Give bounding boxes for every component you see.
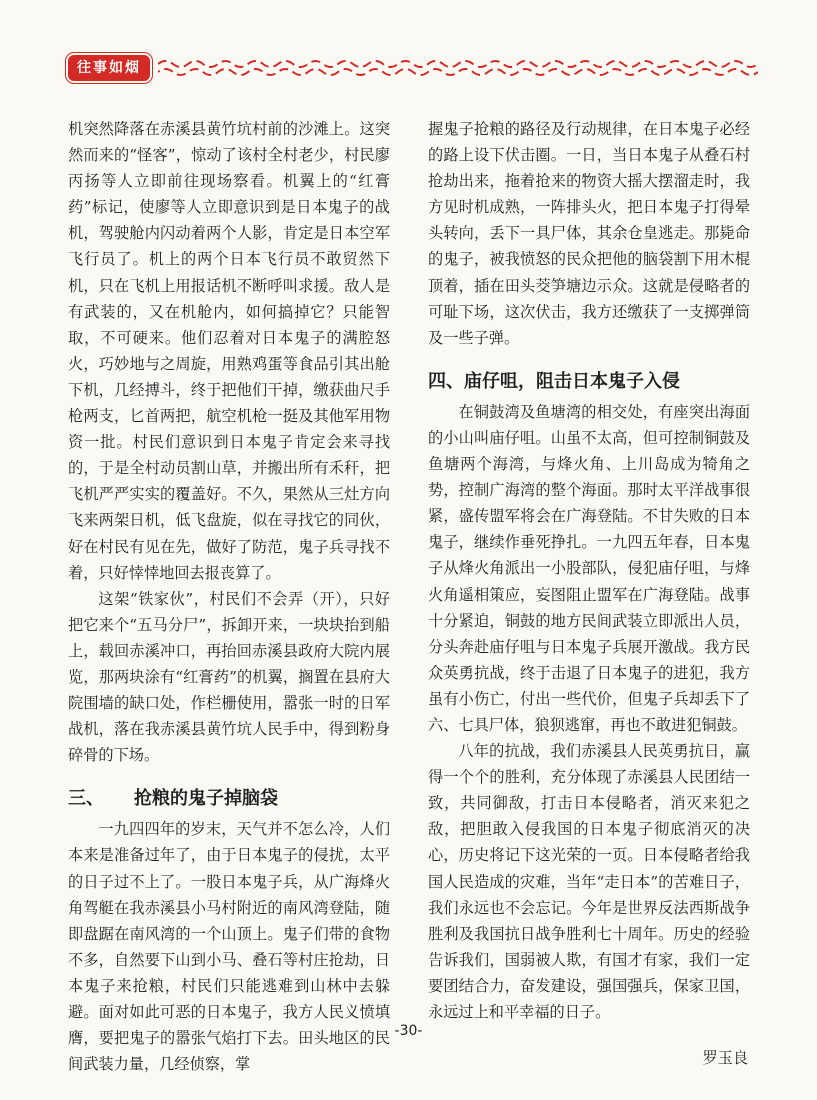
page-number: -30- bbox=[394, 1023, 423, 1039]
section-number: 三、 bbox=[68, 788, 104, 810]
paragraph: 一九四四年的岁末，天气并不怎么冷，人们本来是准备过年了，由于日本鬼子的侵扰，太平的日子过不上了。一股日本鬼子兵，从广海烽火角驾艇在我赤溪县小马村附近的南风湾登陆，随即盘踞在南风湾的一个山顶上。鬼子们带的食物不多，自然要下山到小马、叠石等村庄抢劫，日本鬼子来抢粮，村民们只能逃难到山林中去躲避。面对如此可恶的日本鬼子，我方人民义愤填膺，要把鬼子的嚣张气焰打下去。田头地区的民间武装力量，几经侦察，掌 bbox=[68, 820, 390, 1074]
section-heading bbox=[68, 786, 390, 812]
paragraph: 这架“铁家伙”，村民们不会弄（开），只好把它来个“五马分尸”，拆卸开来，一块块抬到船上，载回赤溪冲口，再抬回赤溪县政府大院内展览，那两块涂有“红膏药”的机翼，搁置在县府大院围墙的缺口处，作栏栅使用，嚣张一时的日军战机，落在我赤溪县黄竹坑人民手中，得到粉身碎骨的下场。 bbox=[68, 589, 390, 765]
left-column bbox=[68, 116, 390, 1077]
right-column bbox=[428, 116, 750, 1071]
paragraph: 在铜鼓湾及鱼塘湾的相交处，有座突出海面的小山叫庙仔咀。山虽不太高，但可控制铜鼓及鱼塘两个海湾，与烽火角、上川岛成为犄角之势，控制广海湾的整个海面。那时太平洋战事很紧，盛传盟军将会在广海登陆。不甘失败的日本鬼子，继续作垂死挣扎。一九四五年春，日本鬼子从烽火角派出一小股部队，侵犯庙仔咀，与烽火角遥相策应，妄图阻止盟军在广海登陆。战事十分紧迫，铜鼓的地方民间武装立即派出人员，分头奔赴庙仔咀与日本鬼子兵展开激战。我方民众英勇抗战，终于击退了日本鬼子的进犯，我方虽有小伤亡，付出一些代价，但鬼子兵却丢下了六、七具尸体，狼狈逃窜，再也不敢进犯铜鼓。 bbox=[428, 402, 750, 734]
paragraph: 八年的抗战，我们赤溪县人民英勇抗日，赢得一个个的胜利，充分体现了赤溪县人民团结一致，共同御敌，打击日本侵略者，消灭来犯之敌，把胆敢入侵我国的日本鬼子彻底消灭的决心，历史将记下这光荣的一页。日本侵略者给我国人民造成的灾难，当年“走日本”的苦难日子，我们永远也不会忘记。今年是世界反法西斯战争胜利及我国抗日战争胜利七十周年。历史的经验告诉我们，国弱被人欺，有国才有家，我们一定要团结合力，奋发建设，强国强兵，保家卫国，永远过上和平幸福的日子。 bbox=[428, 742, 750, 1021]
section-title: 抢粮的鬼子掉脑袋 bbox=[134, 788, 278, 810]
paragraph: 机突然降落在赤溪县黄竹坑村前的沙滩上。这突然而来的“怪客”，惊动了该村全村老少，村民廖丙扬等人立即前往现场察看。机翼上的“红膏药”标记，使廖等人立即意识到是日本鬼子的战机，驾驶舱内闪动着两个人影，肯定是日本空军飞行员了。机上的两个日本飞行员不敢贸然下机，只在飞机上用报话机不断呼叫求援。敌人是有武装的，又在机舱内，如何搞掉它？只能智取，不可硬来。他们忍着对日本鬼子的满腔怒火，巧妙地与之周旋，用熟鸡蛋等食品引其出舱下机，几经搏斗，终于把他们干掉，缴获曲尺手枪两支，匕首两把，航空机枪一挺及其他军用物资一批。村民们意识到日本鬼子肯定会来寻找的，于是全村动员割山草，并搬出所有禾秆，把飞机严严实实的覆盖好。不久，果然从三灶方向飞来两架日机，低飞盘旋，似在寻找它的同伙，好在村民有见在先，做好了防范，鬼子兵寻找不着，只好悻悻地回去报丧算了。 bbox=[68, 120, 390, 582]
section-badge: 往事如烟 bbox=[68, 55, 150, 81]
paragraph: 握鬼子抢粮的路径及行动规律，在日本鬼子必经的路上设下伏击圈。一日，当日本鬼子从叠石村抢劫出来，拖着抢来的物资大摇大摆溜走时，我方见时机成熟，一阵排头火，把日本鬼子打得晕头转向，丢下一具尸体，其余仓皇逃走。那毙命的鬼子，被我愤怒的民众把他的脑袋割下用木棍顶着，插在田头茭笋塘边示众。这就是侵略者的可耻下场，这次伏击，我方还缴获了一支掷弹筒及一些子弹。 bbox=[428, 120, 750, 347]
section-heading: 四、庙仔咀，阻击日本鬼子入侵 bbox=[428, 370, 680, 392]
author-name: 罗玉良 bbox=[702, 1049, 748, 1068]
wave-divider bbox=[158, 58, 758, 80]
page-header bbox=[0, 0, 817, 95]
